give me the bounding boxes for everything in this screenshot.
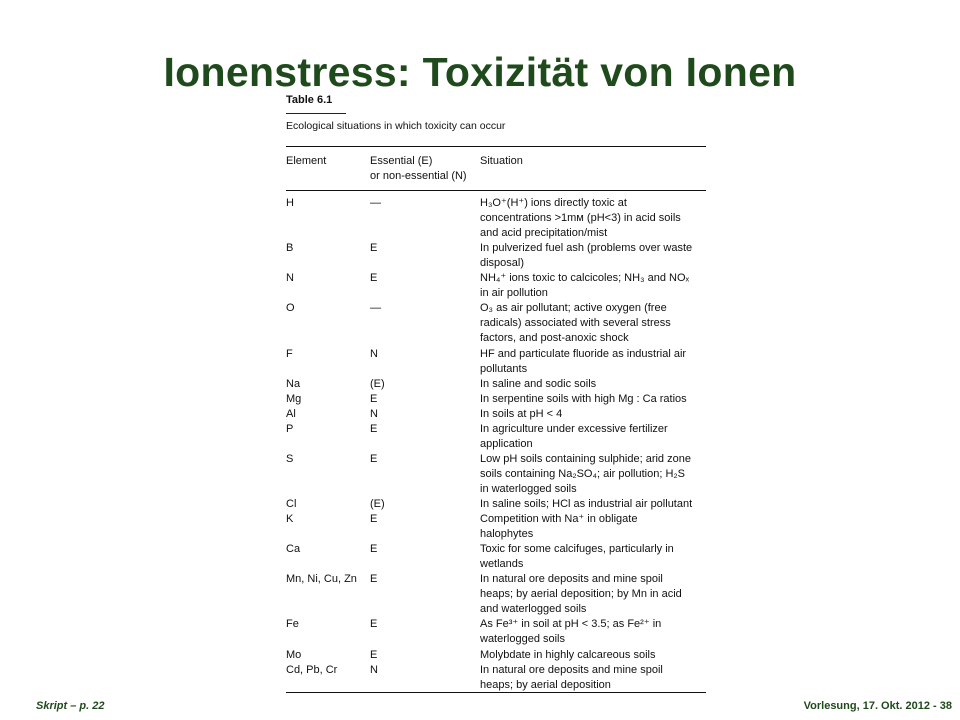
cell-situation-line: In saline and sodic soils: [480, 377, 597, 390]
footer-lecture-page: Vorlesung, 17. Okt. 2012 - 38: [803, 700, 952, 712]
cell-situation-line: heaps; by aerial deposition; by Mn in acid: [480, 588, 682, 601]
cell-element: Mo: [286, 648, 302, 661]
header-rule: [286, 190, 706, 191]
cell-element: K: [286, 513, 294, 526]
cell-essential-status: (E): [370, 377, 385, 390]
short-divider: [286, 113, 346, 114]
cell-essential-status: N: [370, 407, 378, 420]
cell-essential-status: E: [370, 272, 378, 285]
cell-essential-status: E: [370, 513, 378, 526]
cell-situation-line: waterlogged soils: [480, 633, 565, 646]
cell-situation-line: Toxic for some calcifuges, particularly in: [480, 543, 674, 556]
cell-element: Cd, Pb, Cr: [286, 663, 338, 676]
cell-situation-line: wetlands: [480, 558, 524, 571]
cell-situation-line: Low pH soils containing sulphide; arid zone: [480, 452, 691, 465]
cell-element: O: [286, 302, 295, 315]
cell-situation-line: In soils at pH < 4: [480, 407, 563, 420]
cell-situation-line: heaps; by aerial deposition: [480, 678, 611, 691]
cell-situation-line: in waterlogged soils: [480, 482, 577, 495]
cell-situation-line: halophytes: [480, 528, 534, 541]
cell-essential-status: —: [370, 302, 381, 315]
cell-essential-status: —: [370, 197, 381, 209]
cell-situation-line: pollutants: [480, 362, 528, 375]
cell-situation-line: disposal): [480, 257, 525, 270]
cell-situation-line: In saline soils; HCl as industrial air pollutant: [480, 498, 693, 510]
cell-element: N: [286, 272, 294, 285]
table-bottom-rule: [286, 692, 706, 693]
column-header-situation: Situation: [480, 155, 523, 167]
cell-situation-line: HF and particulate fluoride as industrial air: [480, 347, 687, 360]
cell-situation-line: As Fe³⁺ in soil at pH < 3.5; as Fe²⁺ in: [480, 618, 662, 631]
column-header-essential-sub: or non-essential (N): [370, 170, 467, 182]
cell-element: B: [286, 242, 294, 255]
cell-element: Fe: [286, 618, 299, 631]
cell-element: Mn, Ni, Cu, Zn: [286, 573, 357, 586]
cell-essential-status: E: [370, 452, 378, 465]
table-caption: Ecological situations in which toxicity can occur: [286, 120, 506, 132]
cell-essential-status: (E): [370, 498, 385, 510]
table-label: Table 6.1: [286, 94, 333, 106]
cell-element: H: [286, 197, 294, 209]
cell-element: Al: [286, 407, 296, 420]
cell-element: Cl: [286, 498, 297, 510]
cell-situation-line: O₃ as air pollutant; active oxygen (free: [480, 302, 667, 315]
cell-situation-line: in air pollution: [480, 287, 548, 300]
column-header-essential: Essential (E): [370, 155, 433, 167]
cell-situation-line: and acid precipitation/mist: [480, 227, 608, 240]
cell-situation-line: application: [480, 437, 533, 450]
cell-essential-status: E: [370, 618, 378, 631]
cell-essential-status: E: [370, 242, 378, 255]
cell-element: S: [286, 452, 294, 465]
cell-essential-status: N: [370, 663, 378, 676]
table-top-rule: [286, 146, 706, 147]
cell-situation-line: In pulverized fuel ash (problems over waste: [480, 242, 693, 255]
cell-situation-line: Molybdate in highly calcareous soils: [480, 648, 656, 661]
footer-script-reference: Skript – p. 22: [36, 700, 105, 712]
cell-essential-status: E: [370, 648, 378, 661]
column-header-element: Element: [286, 155, 327, 167]
cell-situation-line: In agriculture under excessive fertilizer: [480, 422, 668, 435]
cell-essential-status: E: [370, 392, 378, 405]
page-title: Ionenstress: Toxizität von Ionen: [163, 49, 797, 96]
cell-essential-status: N: [370, 347, 378, 360]
cell-situation-line: Competition with Na⁺ in obligate: [480, 513, 638, 526]
cell-element: Mg: [286, 392, 302, 405]
cell-situation-line: In natural ore deposits and mine spoil: [480, 573, 663, 586]
cell-situation-line: radicals) associated with several stress: [480, 317, 671, 330]
cell-situation-line: and waterlogged soils: [480, 603, 587, 616]
cell-situation-line: In natural ore deposits and mine spoil: [480, 663, 663, 676]
cell-essential-status: E: [370, 422, 378, 435]
cell-situation-line: In serpentine soils with high Mg : Ca ratios: [480, 392, 687, 405]
cell-element: Na: [286, 377, 301, 390]
cell-situation-line: concentrations >1mᴍ (pH<3) in acid soils: [480, 212, 681, 225]
cell-essential-status: E: [370, 573, 378, 586]
cell-element: F: [286, 347, 293, 360]
cell-element: Ca: [286, 543, 301, 556]
cell-situation-line: NH₄⁺ ions toxic to calcicoles; NH₃ and NOₓ: [480, 272, 690, 285]
cell-essential-status: E: [370, 543, 378, 556]
cell-element: P: [286, 422, 294, 435]
cell-situation-line: H₃O⁺(H⁺) ions directly toxic at: [480, 197, 627, 209]
cell-situation-line: factors, and post-anoxic shock: [480, 332, 629, 345]
cell-situation-line: soils containing Na₂SO₄; air pollution; H₂S: [480, 467, 686, 480]
